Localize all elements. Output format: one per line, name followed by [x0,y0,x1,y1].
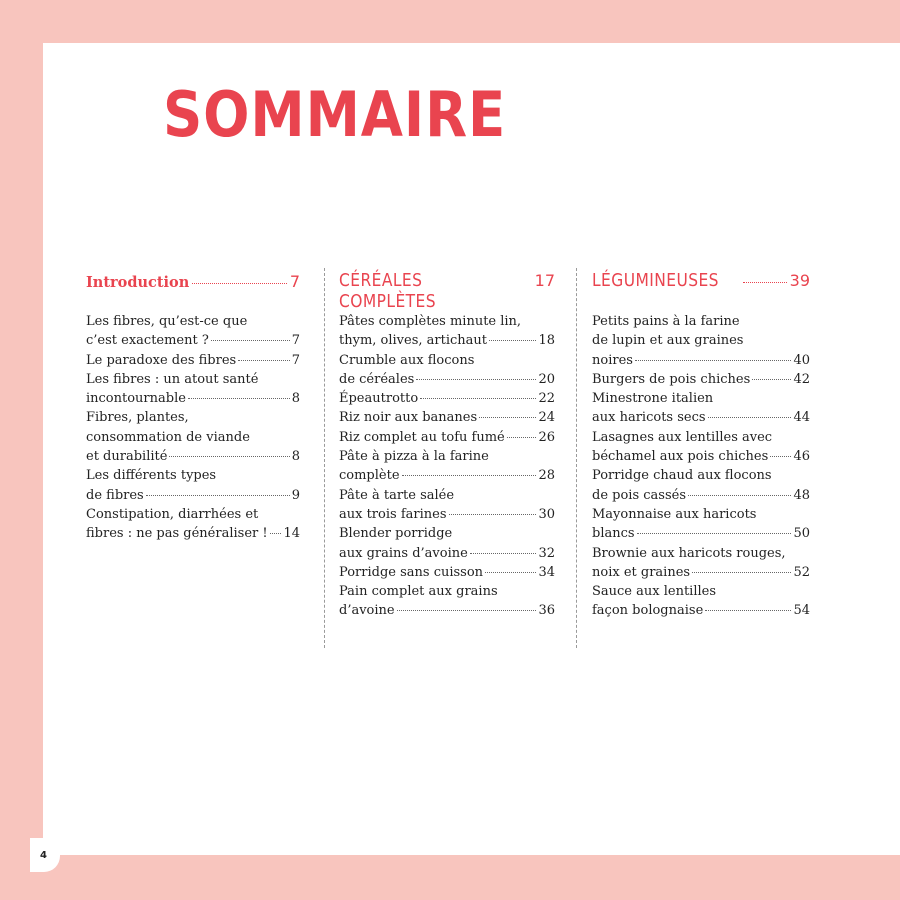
page-number: 4 [40,850,47,861]
toc-entry-line: Fibres, plantes, [86,410,189,426]
toc-entry[interactable] [86,505,300,544]
toc-entry-last-line [86,447,300,466]
section-heading-page: 39 [789,271,810,290]
dot-leader [416,379,536,380]
toc-entry-line: Porridge chaud aux flocons [592,468,772,484]
toc-entry[interactable] [339,524,555,563]
toc-entry-page: 46 [793,449,810,465]
toc-entry[interactable] [339,486,555,525]
toc-entry-line: Brownie aux haricots rouges, [592,545,786,561]
dot-leader [752,379,791,380]
toc-entry-line: Constipation, diarrhées et [86,506,259,522]
toc-entry-line: Burgers de pois chiches [592,371,751,387]
dot-leader [705,610,791,611]
toc-entry-line: Sauce aux lentilles [592,584,717,600]
toc-entry-line: de fibres [86,487,144,503]
toc-entry-page: 20 [538,371,555,387]
section-heading[interactable] [592,270,810,296]
toc-entry-last-line [592,486,810,505]
toc-entry[interactable] [86,408,300,466]
dot-leader [743,282,787,283]
toc-entry-line: noix et graines [592,564,691,580]
section-heading-page: 17 [534,271,555,290]
toc-entry-last-line [592,601,810,620]
toc-entry-page: 54 [793,603,810,619]
toc-entry-line: aux haricots secs [592,410,706,426]
toc-entry[interactable] [592,466,810,505]
toc-entry-page: 50 [793,526,810,542]
toc-entry-page: 7 [291,333,300,349]
toc-entry[interactable] [339,582,555,621]
toc-entry-line: Pâte à pizza à la farine [339,449,489,465]
toc-entry-page: 40 [793,352,810,368]
toc-entry[interactable] [86,370,300,409]
toc-column-legumineuses [592,270,810,621]
toc-entry-page: 8 [291,391,300,407]
toc-entry-last-line [339,408,555,427]
dot-leader [238,360,290,361]
dot-leader [169,456,289,457]
section-heading-page: 7 [289,272,300,291]
toc-entry[interactable] [339,312,555,351]
toc-entry-line: consommation de viande [86,429,250,445]
section-heading-label: CÉRÉALES COMPLÈTES [339,270,437,312]
dot-leader [692,572,791,573]
toc-entry-line: façon bolognaise [592,603,704,619]
toc-entry-line: Pâtes complètes minute lin, [339,314,522,329]
section-heading-label: LÉGUMINEUSES [592,270,719,291]
toc-entry-last-line [339,428,555,447]
toc-entry-page: 24 [538,410,555,426]
toc-entry-page: 9 [291,487,300,503]
toc-entry-line: de céréales [339,371,415,387]
toc-entry-last-line [592,524,810,543]
toc-entry-page: 14 [283,526,300,542]
toc-entry-line: Les différents types [86,468,217,484]
toc-entry-last-line [339,370,555,389]
toc-entry-line: fibres : ne pas généraliser ! [86,526,268,542]
toc-entry-last-line [592,563,810,582]
toc-entry-last-line [339,563,555,582]
toc-entry[interactable] [592,505,810,544]
toc-entry-page: 36 [538,603,555,619]
toc-entry-page: 28 [538,468,555,484]
toc-entry-line: Petits pains à la farine [592,314,740,329]
toc-entry-page: 44 [793,410,810,426]
toc-entry-page: 22 [538,391,555,407]
toc-entry-line: Les fibres, qu’est-ce que [86,314,248,329]
toc-entry-last-line [339,466,555,485]
toc-entry-last-line [339,601,555,620]
toc-entry[interactable] [86,351,300,370]
toc-entries [592,312,810,621]
toc-entry-line: thym, olives, artichaut [339,333,487,349]
column-divider [324,268,325,648]
toc-entry-page: 18 [538,333,555,349]
dot-leader [270,533,282,534]
toc-entry-line: Riz complet au tofu fumé [339,429,505,445]
toc-entry-line: aux trois farines [339,506,447,522]
toc-entry-last-line [592,351,810,370]
toc-column-introduction [86,270,300,544]
toc-entry[interactable] [592,370,810,389]
toc-entry-line: Riz noir aux bananes [339,410,478,426]
toc-entry-line: Pâte à tarte salée [339,487,455,503]
dot-leader [489,340,536,341]
dot-leader [688,495,791,496]
toc-entry[interactable] [339,408,555,427]
toc-entry-last-line [339,389,555,408]
page-title: SOMMAIRE [163,78,507,151]
toc-entry[interactable] [339,389,555,408]
toc-entry-page: 42 [793,371,810,387]
section-heading[interactable] [339,270,555,312]
toc-entry-last-line [86,389,300,408]
toc-entry-line: noires [592,352,633,368]
dot-leader [397,610,537,611]
toc-entry[interactable] [339,563,555,582]
dot-leader [485,572,536,573]
dot-leader [708,417,792,418]
toc-entry-line: d’avoine [339,603,395,619]
toc-entry-last-line [592,447,810,466]
toc-entry[interactable] [592,389,810,428]
toc-entry-last-line [592,370,810,389]
toc-entry-page: 30 [538,506,555,522]
toc-entry-line: Le paradoxe des fibres [86,352,237,368]
toc-entry-last-line [86,524,300,543]
section-heading[interactable] [86,270,300,296]
toc-entry-page: 32 [538,545,555,561]
toc-entries [86,312,300,544]
toc-entry-line: Pain complet aux grains [339,584,498,600]
toc-entries [339,312,555,621]
toc-entry-page: 8 [291,449,300,465]
toc-entry-line: béchamel aux pois chiches [592,449,769,465]
toc-entry[interactable] [86,312,300,351]
toc-entry-page: 34 [538,564,555,580]
toc-entry-last-line [339,331,555,350]
toc-column-cereales [339,270,555,621]
toc-entry-line: de pois cassés [592,487,686,503]
toc-entry-line: Crumble aux flocons [339,352,475,368]
toc-entry-line: Porridge sans cuisson [339,564,484,580]
dot-leader [637,533,792,534]
dot-leader [420,398,536,399]
dot-leader [188,398,290,399]
toc-entry-line: de lupin et aux graines [592,333,744,349]
toc-entry-last-line [339,505,555,524]
toc-entry[interactable] [86,466,300,505]
toc-entry-last-line [86,486,300,505]
toc-entry-page: 48 [793,487,810,503]
toc-entry-last-line [86,331,300,350]
toc-entry[interactable] [592,428,810,467]
toc-entry-page: 7 [291,352,300,368]
toc-entry-line: Les fibres : un atout santé [86,371,259,387]
toc-entry-line: Minestrone italien [592,391,714,407]
dot-leader [146,495,290,496]
toc-entry[interactable] [339,447,555,486]
dot-leader [402,475,537,476]
toc-entry-last-line [339,544,555,563]
toc-entry-line: aux grains d’avoine [339,545,468,561]
toc-entry-line: incontournable [86,391,186,407]
toc-entry-line: Lasagnes aux lentilles avec [592,429,773,445]
dot-leader [635,360,792,361]
dot-leader [192,283,287,284]
section-heading-label: Introduction [86,274,190,291]
dot-leader [470,553,537,554]
toc-entry-line: complète [339,468,400,484]
dot-leader [507,437,537,438]
dot-leader [449,514,537,515]
toc-entry[interactable] [339,351,555,390]
dot-leader [479,417,536,418]
toc-entry-last-line [592,408,810,427]
toc-entry-line: c’est exactement ? [86,333,209,349]
toc-entry[interactable] [592,544,810,583]
toc-entry[interactable] [592,582,810,621]
toc-entry-line: Mayonnaise aux haricots [592,506,757,522]
toc-entry-last-line [86,351,300,370]
toc-entry[interactable] [592,312,810,370]
toc-entry[interactable] [339,428,555,447]
toc-entry-page: 52 [793,564,810,580]
dot-leader [211,340,290,341]
toc-entry-line: Épeautrotto [339,391,419,407]
toc-entry-line: Blender porridge [339,526,453,542]
toc-entry-line: blancs [592,526,635,542]
column-divider [576,268,577,648]
toc-entry-page: 26 [538,429,555,445]
dot-leader [770,456,791,457]
toc-entry-line: et durabilité [86,449,168,465]
